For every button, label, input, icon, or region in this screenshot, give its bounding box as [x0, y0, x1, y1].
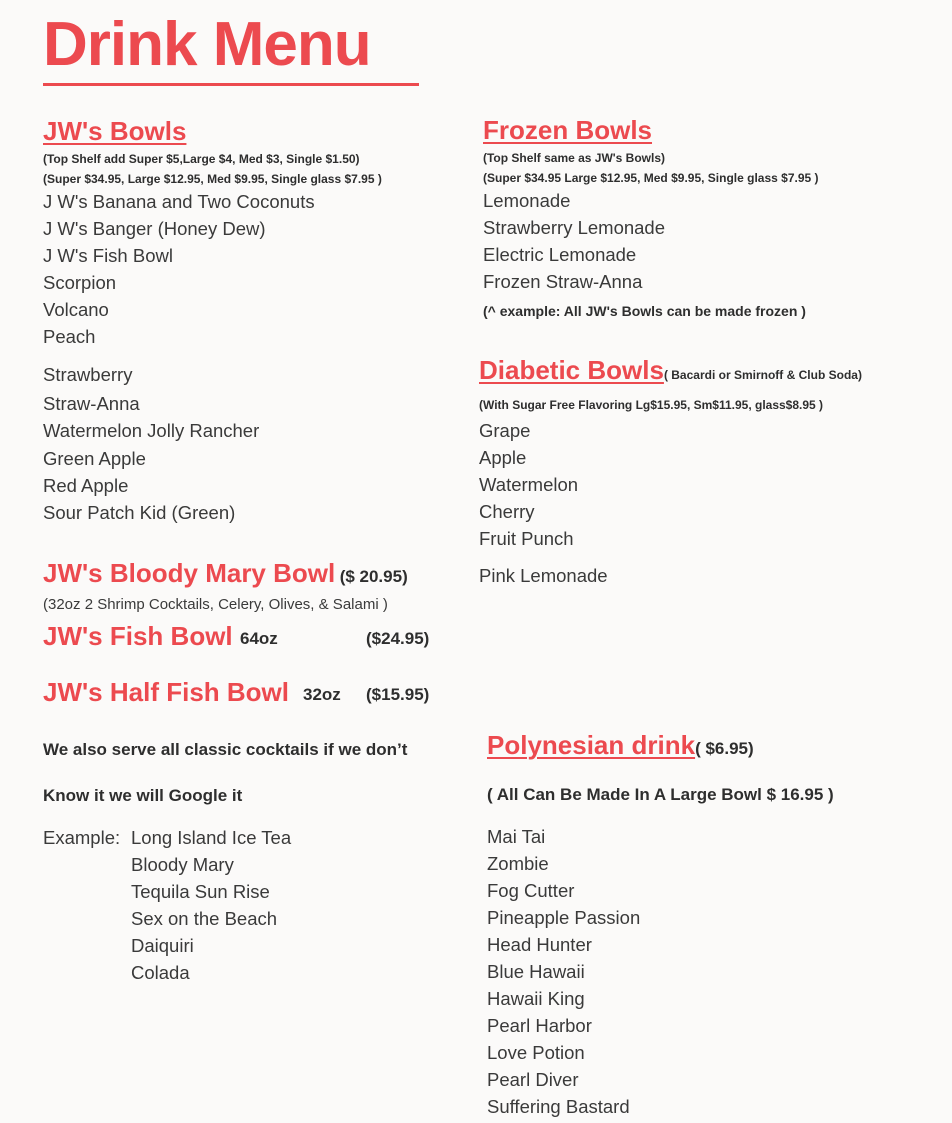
list-item: Sour Patch Kid (Green) — [43, 502, 236, 523]
list-item: Blue Hawaii — [487, 961, 585, 982]
jw-bowls-heading: JW's Bowls — [43, 116, 187, 146]
list-item: J W's Banana and Two Coconuts — [43, 191, 315, 212]
list-item: J W's Banger (Honey Dew) — [43, 218, 266, 239]
diabetic-bowls-line — [479, 357, 862, 383]
polynesian-note: ( All Can Be Made In A Large Bowl $ 16.95 ) — [487, 785, 834, 804]
half-fish-bowl-size: 32oz — [303, 685, 341, 704]
list-item: Watermelon Jolly Rancher — [43, 420, 260, 441]
fish-bowl-size: 64oz — [240, 629, 278, 648]
list-item: Grape — [479, 420, 531, 441]
list-item: Electric Lemonade — [483, 244, 637, 265]
list-item: Strawberry Lemonade — [483, 217, 666, 238]
list-item: Fog Cutter — [487, 880, 575, 901]
frozen-bowls-note-1: (Top Shelf same as JW's Bowls) — [483, 151, 666, 165]
list-item: Cherry — [479, 501, 535, 522]
jw-bowls-note-2: (Super $34.95, Large $12.95, Med $9.95, Single glass $7.95 ) — [43, 172, 382, 186]
list-item: Scorpion — [43, 272, 117, 293]
menu-title: Drink Menu — [43, 10, 371, 79]
bloody-mary-line — [43, 560, 408, 586]
list-item: Tequila Sun Rise — [131, 881, 270, 902]
classic-line-2: Know it we will Google it — [43, 786, 243, 805]
bloody-mary-desc: (32oz 2 Shrimp Cocktails, Celery, Olives, & Salami ) — [43, 596, 388, 613]
list-item: Suffering Bastard — [487, 1096, 630, 1117]
list-item: Love Potion — [487, 1042, 585, 1063]
list-item: Pineapple Passion — [487, 907, 641, 928]
jw-bowls-note-1: (Top Shelf add Super $5,Large $4, Med $3, Single $1.50) — [43, 152, 360, 166]
list-item: Long Island Ice Tea — [131, 827, 292, 848]
title-underline — [43, 83, 419, 86]
list-item: Peach — [43, 326, 96, 347]
list-item: J W's Fish Bowl — [43, 245, 173, 266]
fish-bowl-price: ($24.95) — [366, 629, 430, 648]
list-item: Daiquiri — [131, 935, 194, 956]
list-item: Frozen Straw-Anna — [483, 271, 643, 292]
list-item: Head Hunter — [487, 934, 592, 955]
list-item: Zombie — [487, 853, 549, 874]
list-item: Pearl Harbor — [487, 1015, 592, 1036]
list-item: Watermelon — [479, 474, 579, 495]
list-item: Lemonade — [483, 190, 571, 211]
frozen-bowls-footnote: (^ example: All JW's Bowls can be made frozen ) — [483, 303, 806, 319]
list-item: Strawberry — [43, 364, 133, 385]
bloody-mary-price: ($ 20.95) — [339, 567, 408, 586]
list-item: Volcano — [43, 299, 109, 320]
list-item: Mai Tai — [487, 826, 546, 847]
polynesian-price: ( $6.95) — [695, 739, 754, 758]
bloody-mary-heading: JW's Bloody Mary Bowl — [43, 558, 336, 588]
list-item: Pink Lemonade — [479, 565, 608, 586]
polynesian-line — [487, 732, 754, 758]
frozen-bowls-heading: Frozen Bowls — [483, 115, 653, 145]
list-item: Bloody Mary — [131, 854, 234, 875]
list-item: Fruit Punch — [479, 528, 574, 549]
classic-line-1: We also serve all classic cocktails if we don’t — [43, 740, 408, 759]
list-item: Green Apple — [43, 448, 146, 469]
list-item: Straw-Anna — [43, 393, 140, 414]
list-item: Colada — [131, 962, 190, 983]
diabetic-bowls-note: (With Sugar Free Flavoring Lg$15.95, Sm$11.95, glass$8.95 ) — [479, 398, 824, 412]
half-fish-bowl-price: ($15.95) — [366, 685, 430, 704]
list-item: Pearl Diver — [487, 1069, 579, 1090]
list-item: Red Apple — [43, 475, 129, 496]
diabetic-bowls-heading: Diabetic Bowls — [479, 355, 664, 385]
fish-bowl-heading: JW's Fish Bowl — [43, 621, 233, 651]
list-item: Sex on the Beach — [131, 908, 278, 929]
frozen-bowls-note-2: (Super $34.95 Large $12.95, Med $9.95, Single glass $7.95 ) — [483, 171, 819, 185]
half-fish-bowl-heading: JW's Half Fish Bowl — [43, 677, 289, 707]
polynesian-heading: Polynesian drink — [487, 730, 696, 760]
list-item: Apple — [479, 447, 527, 468]
diabetic-bowls-aside: ( Bacardi or Smirnoff & Club Soda) — [663, 368, 862, 382]
example-label: Example: — [43, 827, 121, 848]
list-item: Hawaii King — [487, 988, 585, 1009]
